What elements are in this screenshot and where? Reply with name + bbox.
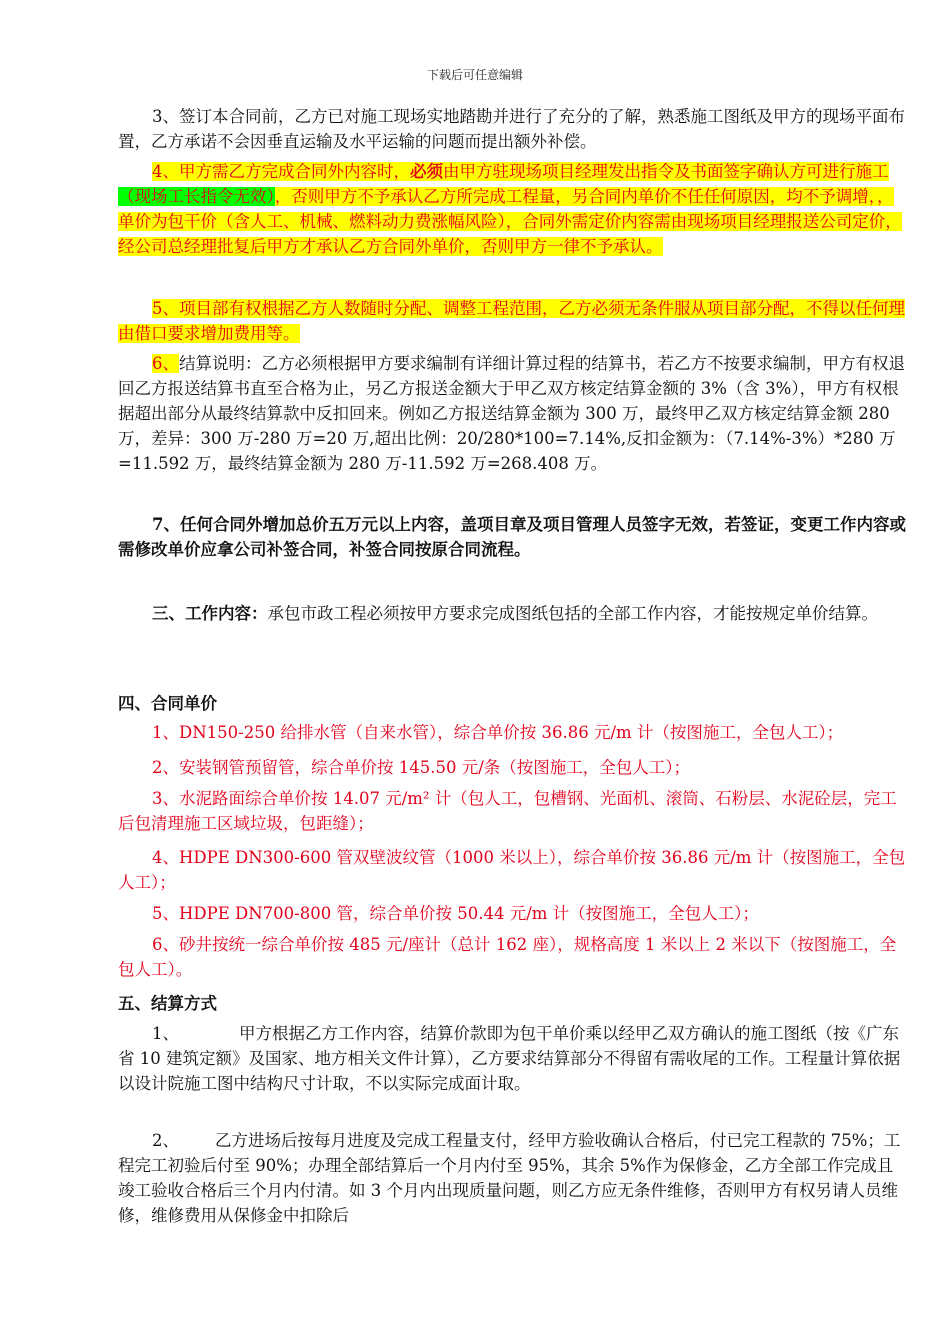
clause-3: 3、签订本合同前，乙方已对施工现场实地踏勘并进行了充分的了解，熟悉施工图纸及甲方的现场平面布置，乙方承诺不会因垂直运输及水平运输的问题而提出额外补偿。 (118, 107, 905, 151)
section-4-title: 四、合同单价 (118, 694, 217, 713)
clause-5-text: 5、项目部有权根据乙方人数随时分配、调整工程范围，乙方必须无条件服从项目部分配，不得以任何理由借口要求增加费用等。 (118, 299, 905, 343)
price-item-6: 6、砂井按统一综合单价按 485 元/座计（总计 162 座），规格高度 1 米以上 2 米以下（按图施工，全包人工）。 (118, 935, 897, 979)
settlement-item-1-number: 1、 (152, 1024, 179, 1043)
settlement-item-2-number: 2、 (152, 1131, 179, 1150)
clause-4 (118, 159, 908, 259)
price-item-5: 5、HDPE DN700-800 管，综合单价按 50.44 元/m 计（按图施工，全包人工）； (152, 904, 759, 923)
section-3-title: 三、工作内容： (152, 604, 268, 623)
clause-4-must: 必须 (410, 162, 443, 181)
section-3-text: 承包市政工程必须按甲方要求完成图纸包括的全部工作内容，才能按规定单价结算。 (267, 604, 878, 623)
clause-7: 7、任何合同外增加总价五万元以上内容，盖项目章及项目管理人员签字无效，若签证，变更工作内容或需修改单价应拿公司补签合同，补签合同按原合同流程。 (118, 515, 906, 559)
clause-5 (118, 296, 908, 346)
page-header: 下载后可任意编辑 (426, 68, 523, 82)
clause-4-foreman-note: （现场工长指令无效） (118, 187, 275, 206)
settlement-item-1-text: 甲方根据乙方工作内容，结算价款即为包干单价乘以经甲乙双方确认的施工图纸（按《广东省 10 建筑定额》及国家、地方相关文件计算），乙方要求结算部分不得留有需收尾的工作。工程量计算依据以设计院施工图中结构尺寸计取，不以实际完成面计取。 (118, 1024, 901, 1093)
price-item-2: 2、安装钢管预留管，综合单价按 145.50 元/条（按图施工，全包人工）； (152, 758, 691, 777)
price-item-3: 3、水泥路面综合单价按 14.07 元/m² 计（包人工，包槽钢、光面机、滚筒、石粉层、水泥砼层，完工后包清理施工区域垃圾，包距缝）； (118, 789, 897, 833)
clause-4-part-e: ，否则甲方不予承认乙方所完成工程量，另合同内单价不任任何原因，均不予调增，，单价为包干价（含人工、机械、燃料动力费涨幅风险），合同外需定价内容需由现场项目经理报送公司定价，经公司总经理批复后甲方才承认乙方合同外单价，否则甲方一律不予承认。 (118, 187, 902, 256)
clause-6-text: 结算说明：乙方必须根据甲方要求编制有详细计算过程的结算书，若乙方不按要求编制，甲方有权退回乙方报送结算书直至合格为止，另乙方报送金额大于甲乙双方核定结算金额的 3%（含 3%），甲方有权根据超出部分从最终结算款中反扣回来。例如乙方报送结算金额为 300 万，最终甲乙双方核定结算金额 280 万，差异：300 万-280 万=20 万,超出比例：20/280*100=7.14%,反扣金额为：（7.14%-3%）*280 万=11.592 万，最终结算金额为 280 万-11.592 万=268.408 万。 (118, 354, 905, 473)
price-item-4: 4、HDPE DN300-600 管双壁波纹管（1000 米以上），综合单价按 36.86 元/m 计（按图施工，全包人工）； (118, 848, 906, 892)
clause-4-part-a: 4、甲方需乙方完成合同外内容时， (152, 162, 410, 181)
clause-4-part-c: 由甲方驻现场项目经理发出指令及书面签字确认方可进行施工 (443, 162, 889, 181)
price-item-1: 1、DN150-250 给排水管（自来水管），综合单价按 36.86 元/m 计（按图施工，全包人工）； (152, 723, 844, 742)
section-3 (118, 601, 908, 626)
settlement-item-2-text: 乙方进场后按每月进度及完成工程量支付，经甲方验收确认合格后，付已完工程款的 75%；工程完工初验后付至 90%；办理全部结算后一个月内付至 95%，其余 5%作为保修金，乙方全部工作完成且竣工验收合格后三个月内付清。如 3 个月内出现质量问题，则乙方应无条件维修，否则甲方有权另请人员维修，维修费用从保修金中扣除后 (118, 1131, 901, 1225)
settlement-item-1 (118, 1021, 908, 1096)
clause-6-number: 6、 (152, 354, 179, 373)
clause-6 (118, 351, 908, 476)
settlement-item-2 (118, 1128, 908, 1228)
section-5-title: 五、结算方式 (118, 994, 217, 1013)
